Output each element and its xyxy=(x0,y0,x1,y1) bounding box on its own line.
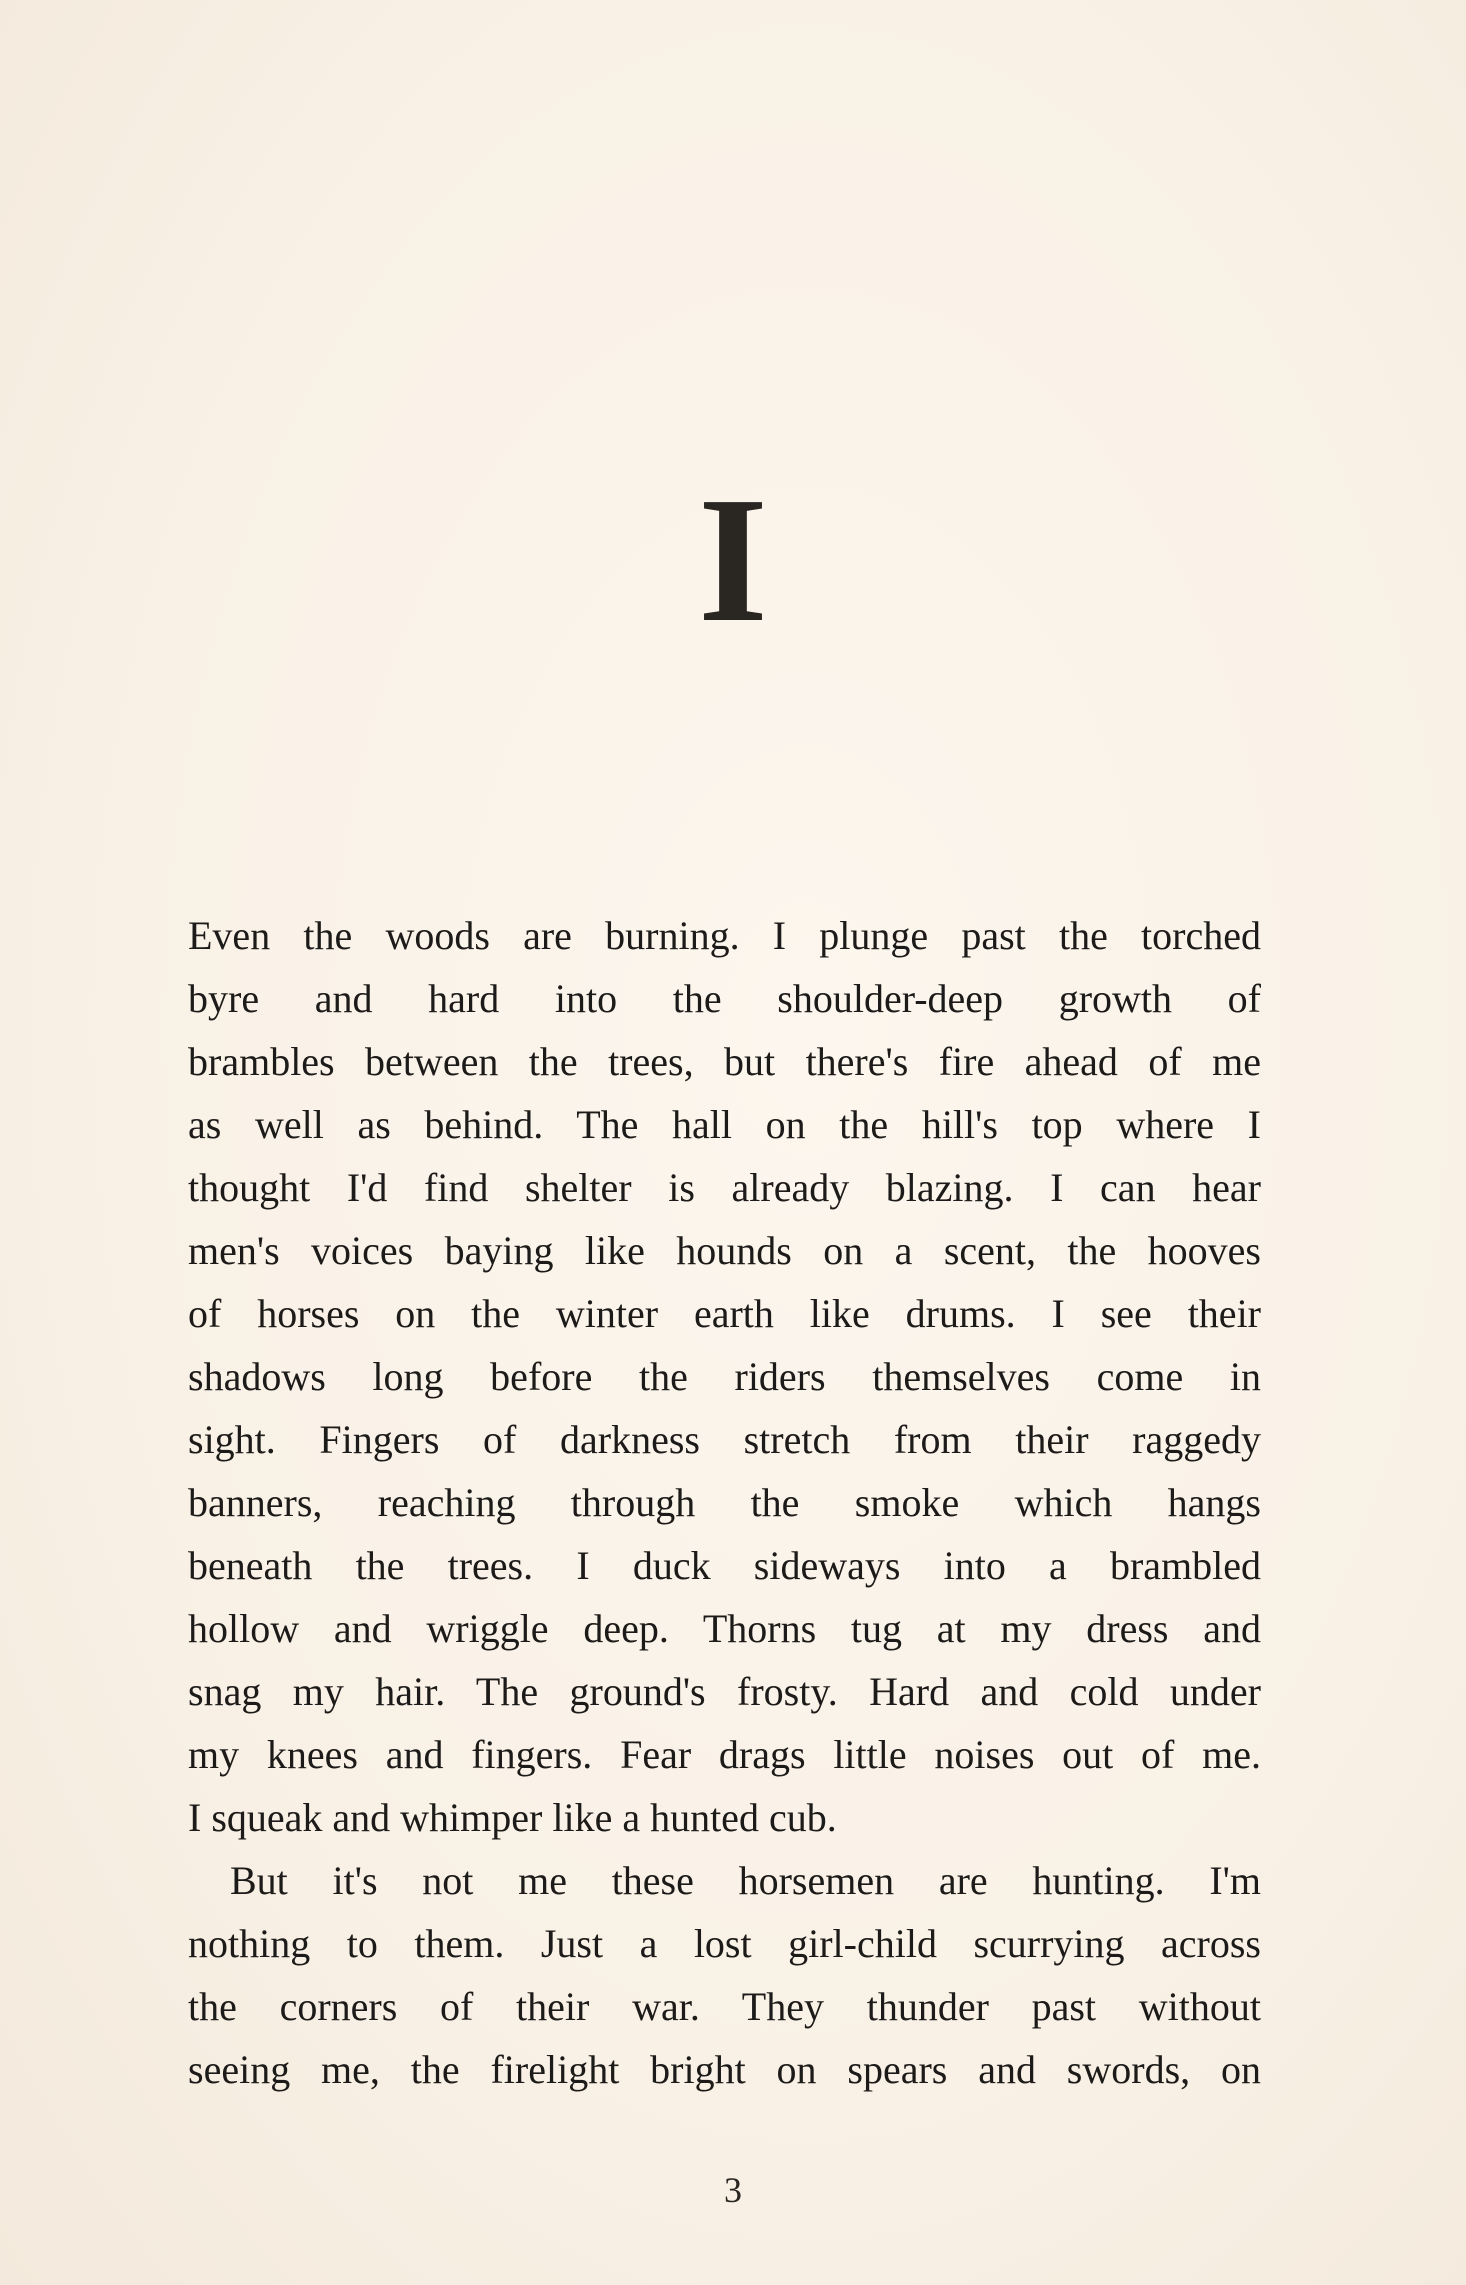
text-line: nothing to them. Just a lost girl-child scurrying across xyxy=(188,1921,1261,1966)
text-line: the corners of their war. They thunder past without xyxy=(188,1984,1261,2029)
text-line: men's voices baying like hounds on a scent, the hooves xyxy=(188,1228,1261,1273)
text-line: But it's not me these horsemen are hunting. I'm xyxy=(230,1858,1261,1903)
text-line: snag my hair. The ground's frosty. Hard and cold under xyxy=(188,1669,1261,1714)
text-line: thought I'd find shelter is already blazing. I can hear xyxy=(188,1165,1261,1210)
text-line: of horses on the winter earth like drums. I see their xyxy=(188,1291,1261,1336)
text-line: byre and hard into the shoulder-deep growth of xyxy=(188,976,1261,1021)
paragraph-1 xyxy=(188,904,1261,1849)
chapter-number: I xyxy=(697,460,769,659)
page-number: 3 xyxy=(724,2170,742,2210)
text-line: brambles between the trees, but there's fire ahead of me xyxy=(188,1039,1261,1084)
text-line: my knees and fingers. Fear drags little noises out of me. xyxy=(188,1732,1261,1777)
paragraph-2 xyxy=(188,1849,1261,2101)
text-line: hollow and wriggle deep. Thorns tug at my dress and xyxy=(188,1606,1261,1651)
text-line: as well as behind. The hall on the hill's top where I xyxy=(188,1102,1261,1147)
text-line: banners, reaching through the smoke which hangs xyxy=(188,1480,1261,1525)
text-line: beneath the trees. I duck sideways into a brambled xyxy=(188,1543,1261,1588)
text-line: sight. Fingers of darkness stretch from their raggedy xyxy=(188,1417,1261,1462)
text-line: Even the woods are burning. I plunge past the torched xyxy=(188,913,1261,958)
body-text xyxy=(188,904,1261,2101)
text-line: I squeak and whimper like a hunted cub. xyxy=(188,1795,837,1840)
text-line: seeing me, the firelight bright on spears and swords, on xyxy=(188,2047,1261,2092)
text-line: shadows long before the riders themselves come in xyxy=(188,1354,1261,1399)
